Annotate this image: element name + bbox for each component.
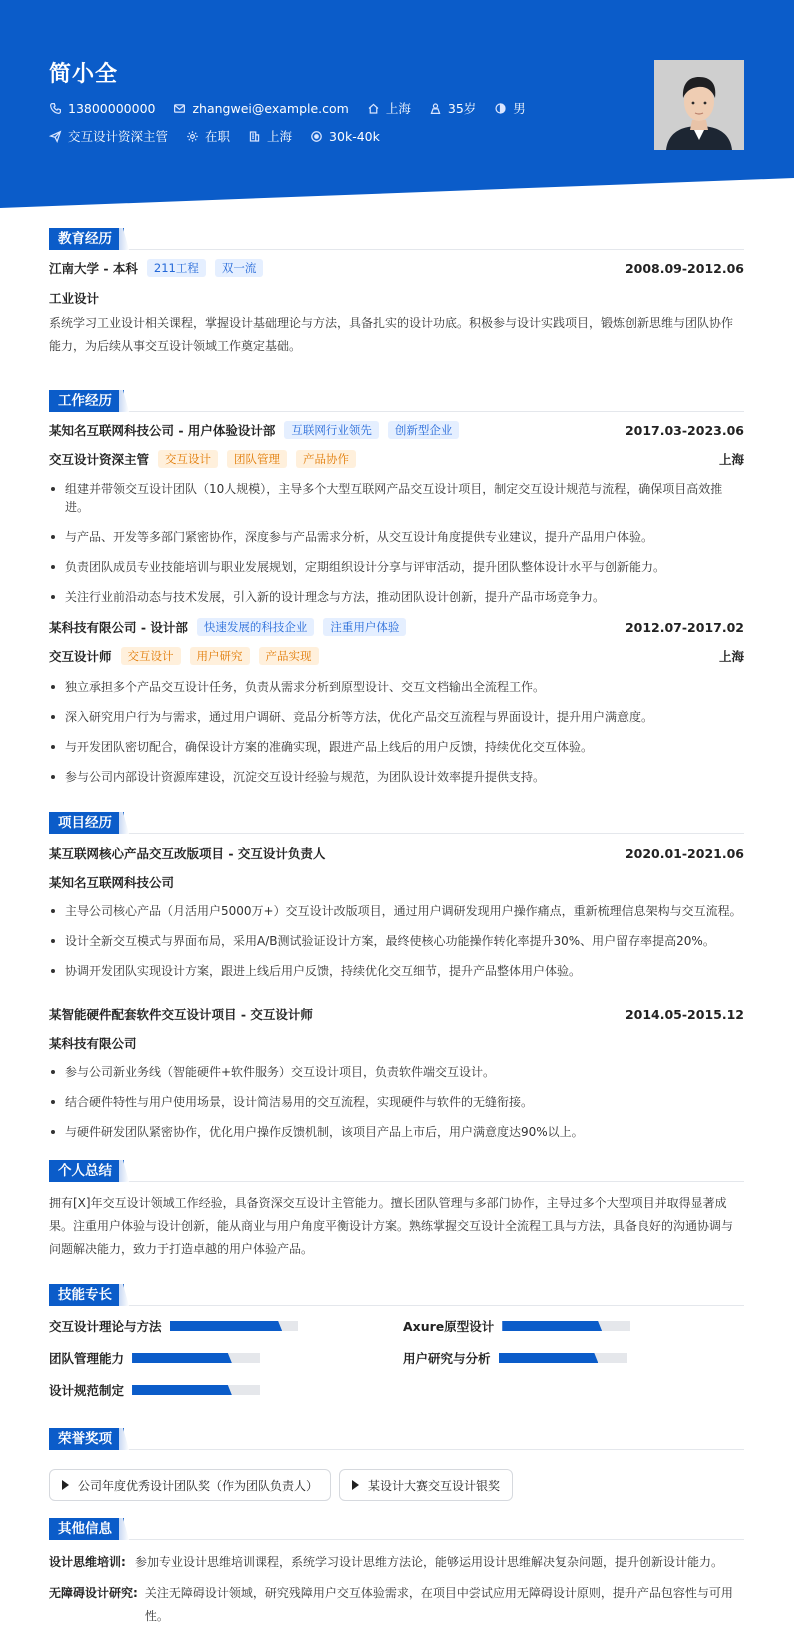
list-item: 协调开发团队实现设计方案，跟进上线后用户反馈，持续优化交互细节，提升产品整体用户体验。 — [49, 962, 744, 980]
section-heading — [49, 1284, 744, 1308]
location-text: 上海 — [385, 101, 411, 116]
section-heading — [49, 228, 744, 252]
gender-item — [494, 99, 526, 117]
list-item: 与硬件研发团队紧密协作，优化用户操作反馈机制，该项目产品上市后，用户满意度达90%以上。 — [49, 1123, 744, 1141]
school-name: 江南大学 - 本科 — [49, 261, 138, 276]
job-bullets — [49, 678, 744, 798]
gender-text: 男 — [513, 101, 526, 116]
project-header — [49, 1005, 744, 1023]
send-icon — [49, 130, 62, 143]
position-item — [49, 127, 168, 145]
status-item — [186, 127, 230, 145]
project-name: 某智能硬件配套软件交互设计项目 - 交互设计师 — [49, 1007, 313, 1022]
list-item: 与开发团队密切配合，确保设计方案的准确实现，跟进产品上线后的用户反馈，持续优化交互体验。 — [49, 738, 744, 756]
award-text: 公司年度优秀设计团队奖（作为团队负责人） — [78, 1478, 319, 1493]
play-icon — [352, 1480, 359, 1490]
work-title: 工作经历 — [49, 390, 124, 412]
company-tag: 快速发展的科技企业 — [197, 618, 315, 636]
school-tag: 双一流 — [215, 259, 264, 277]
skill-bar — [499, 1353, 627, 1363]
school-tag: 211工程 — [147, 259, 206, 277]
section-heading — [49, 1428, 744, 1452]
skill-bar — [502, 1321, 630, 1331]
skill-name: 交互设计理论与方法 — [49, 1319, 162, 1334]
skill-name: 团队管理能力 — [49, 1351, 125, 1366]
role-tag: 用户研究 — [190, 647, 250, 665]
company-tag: 注重用户体验 — [323, 618, 406, 636]
major-row — [49, 289, 744, 307]
job-role: 交互设计师 — [49, 649, 112, 664]
list-item: 负责团队成员专业技能培训与职业发展规划，定期组织设计分享与评审活动，提升团队整体设计水平与创新能力。 — [49, 558, 744, 576]
list-item: 参与公司内部设计资源库建设，沉淀交互设计经验与规范，为团队设计效率提升提供支持。 — [49, 768, 744, 786]
avatar — [654, 60, 744, 150]
skill-item — [49, 1349, 260, 1367]
mail-icon — [173, 102, 186, 115]
other-value: 参加专业设计思维培训课程，系统学习设计思维方法论，能够运用设计思维解决复杂问题，提升创新设计能力。 — [135, 1555, 724, 1569]
company-name: 某知名互联网科技公司 - 用户体验设计部 — [49, 423, 276, 438]
project-date: 2020.01-2021.06 — [624, 845, 744, 861]
role-tag: 产品实现 — [259, 647, 319, 665]
section-heading — [49, 1518, 744, 1542]
email-text: zhangwei@example.com — [192, 100, 349, 116]
section-heading — [49, 812, 744, 836]
project-name: 某互联网核心产品交互改版项目 - 交互设计负责人 — [49, 846, 326, 861]
phone-item — [49, 101, 155, 116]
city-text: 上海 — [267, 129, 293, 144]
education-row — [49, 259, 744, 277]
list-item: 主导公司核心产品（月活用户5000万+）交互设计改版项目，通过用户调研发现用户操作痛点，重新梳理信息架构与交互流程。 — [49, 902, 744, 920]
city-item — [248, 127, 292, 145]
age-item — [429, 99, 476, 117]
summary-text: 拥有[X]年交互设计领域工作经验，具备资深交互设计主管能力。擅长团队管理与多部门协作，主导过多个大型项目并取得显著成果。注重用户体验与设计创新，能从商业与用户角度平衡设计方案。熟练掌握交互设计全流程工具与方法，具备良好的沟通协调与问题解决能力，致力于打造卓越的用户体验产品。 — [49, 1196, 734, 1256]
skill-bar-fill — [170, 1321, 283, 1331]
awards-section — [49, 1428, 744, 1508]
job-city: 上海 — [718, 452, 744, 467]
projects-section — [49, 812, 744, 1142]
location-item — [367, 99, 411, 117]
gear-icon — [186, 130, 199, 143]
person-icon — [429, 102, 442, 115]
status-text: 在职 — [205, 129, 231, 144]
skill-bar-fill — [132, 1353, 232, 1363]
skill-bar — [132, 1353, 260, 1363]
money-icon — [310, 130, 323, 143]
list-item: 参与公司新业务线（智能硬件+软件服务）交互设计项目，负责软件端交互设计。 — [49, 1063, 744, 1081]
awards-title: 荣誉奖项 — [49, 1428, 124, 1450]
project-org-row — [49, 873, 744, 891]
role-tag: 产品协作 — [296, 450, 356, 468]
list-item: 独立承担多个产品交互设计任务，负责从需求分析到原型设计、交互文档输出全流程工作。 — [49, 678, 744, 696]
gender-icon — [494, 102, 507, 115]
email-item — [173, 101, 348, 116]
job-intent-row — [49, 127, 398, 145]
award-text: 某设计大赛交互设计银奖 — [368, 1478, 501, 1493]
skill-name: Axure原型设计 — [403, 1319, 495, 1334]
education-title: 教育经历 — [49, 228, 124, 250]
job-header — [49, 618, 744, 636]
projects-title: 项目经历 — [49, 812, 124, 834]
skill-item — [49, 1317, 298, 1335]
building-icon — [248, 130, 261, 143]
project-bullets — [49, 902, 744, 992]
profile-photo — [654, 60, 744, 150]
list-item: 关注行业前沿动态与技术发展，引入新的设计理念与方法，推动团队设计创新，提升产品市场竞争力。 — [49, 588, 744, 606]
phone-icon — [49, 102, 62, 115]
list-item: 深入研究用户行为与需求，通过用户调研、竞品分析等方法，优化产品交互流程与界面设计，提升用户满意度。 — [49, 708, 744, 726]
education-section — [49, 228, 744, 368]
other-item — [49, 1582, 744, 1628]
salary-text: 30k-40k — [329, 128, 380, 144]
skills-title: 技能专长 — [49, 1284, 124, 1306]
list-item: 与产品、开发等多部门紧密协作，深度参与产品需求分析，从交互设计角度提供专业建议，提升产品用户体验。 — [49, 528, 744, 546]
skills-section — [49, 1284, 744, 1404]
job-header — [49, 421, 744, 439]
salary-item — [310, 129, 380, 144]
other-key: 无障碍设计研究: — [49, 1586, 138, 1600]
project-org: 某科技有限公司 — [49, 1036, 137, 1051]
skill-bar-fill — [499, 1353, 599, 1363]
section-heading — [49, 390, 744, 414]
play-icon — [62, 1480, 69, 1490]
education-date: 2008.09-2012.06 — [624, 260, 744, 276]
list-item: 结合硬件特性与用户使用场景，设计简洁易用的交互流程，实现硬件与软件的无缝衔接。 — [49, 1093, 744, 1111]
job-role: 交互设计资深主管 — [49, 452, 150, 467]
other-value: 关注无障碍设计领域，研究残障用户交互体验需求，在项目中尝试应用无障碍设计原则，提升产品包容性与可用性。 — [144, 1586, 733, 1623]
home-icon — [367, 102, 380, 115]
project-org-row — [49, 1034, 744, 1052]
job-date: 2017.03-2023.06 — [624, 422, 744, 438]
skill-item — [403, 1349, 627, 1367]
education-description: 系统学习工业设计相关课程，掌握设计基础理论与方法，具备扎实的设计功底。积极参与设计实践项目，锻炼创新思维与团队协作能力，为后续从事交互设计领域工作奠定基础。 — [49, 316, 734, 353]
major-name: 工业设计 — [49, 291, 100, 306]
list-item: 设计全新交互模式与界面布局，采用A/B测试验证设计方案，最终使核心功能操作转化率提升30%、用户留存率提高20%。 — [49, 932, 744, 950]
skill-bar-fill — [132, 1385, 232, 1395]
skill-name: 用户研究与分析 — [403, 1351, 491, 1366]
project-date: 2014.05-2015.12 — [624, 1006, 744, 1022]
award-item — [339, 1469, 513, 1501]
company-tag: 互联网行业领先 — [284, 421, 379, 439]
skill-bar-fill — [502, 1321, 602, 1331]
other-key: 设计思维培训: — [49, 1555, 126, 1569]
role-tag: 团队管理 — [227, 450, 287, 468]
other-section — [49, 1518, 744, 1633]
role-tag: 交互设计 — [121, 647, 181, 665]
other-title: 其他信息 — [49, 1518, 124, 1540]
section-heading — [49, 1160, 744, 1184]
company-name: 某科技有限公司 - 设计部 — [49, 620, 188, 635]
skill-bar — [170, 1321, 298, 1331]
skill-item — [403, 1317, 630, 1335]
candidate-name: 简小全 — [49, 62, 119, 87]
awards-list — [49, 1469, 744, 1501]
job-date: 2012.07-2017.02 — [624, 619, 744, 635]
job-role-row — [49, 450, 744, 468]
contact-row — [49, 99, 544, 117]
skill-name: 设计规范制定 — [49, 1383, 125, 1398]
work-section — [49, 390, 744, 800]
job-role-row — [49, 647, 744, 665]
project-header — [49, 844, 744, 862]
project-org: 某知名互联网科技公司 — [49, 875, 175, 890]
award-item — [49, 1469, 331, 1501]
list-item: 组建并带领交互设计团队（10人规模），主导多个大型互联网产品交互设计项目，制定交互设计规范与流程，确保项目高效推进。 — [49, 480, 744, 516]
resume-header — [0, 0, 794, 210]
summary-title: 个人总结 — [49, 1160, 124, 1182]
summary-section — [49, 1160, 744, 1270]
company-tag: 创新型企业 — [388, 421, 460, 439]
job-city: 上海 — [718, 649, 744, 664]
job-bullets — [49, 480, 744, 618]
position-text: 交互设计资深主管 — [68, 129, 169, 144]
project-bullets — [49, 1063, 744, 1153]
skill-bar — [132, 1385, 260, 1395]
age-text: 35岁 — [447, 101, 477, 116]
phone-text: 13800000000 — [68, 100, 156, 116]
skill-item — [49, 1381, 260, 1399]
role-tag: 交互设计 — [158, 450, 218, 468]
other-item — [49, 1551, 744, 1574]
